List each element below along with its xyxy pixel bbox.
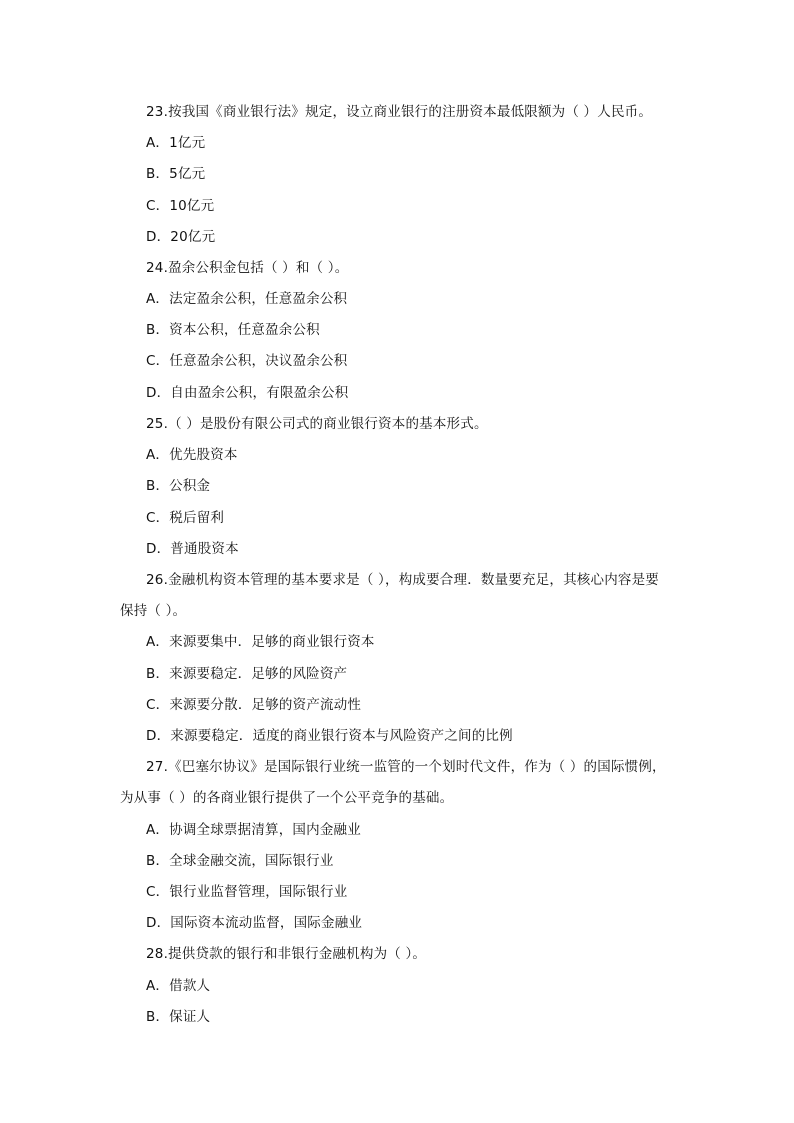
question-23: 23.按我国《商业银行法》规定，设立商业银行的注册资本最低限额为（ ）人民币。 bbox=[146, 104, 653, 120]
question-27-option-d: D．国际资本流动监督，国际金融业 bbox=[146, 915, 363, 931]
question-26: 26.金融机构资本管理的基本要求是（ ），构成要合理．数量要充足，其核心内容是要 bbox=[146, 572, 660, 588]
question-24-option-a: A．法定盈余公积，任意盈余公积 bbox=[146, 291, 348, 307]
question-26-option-d: D．来源要稳定．适度的商业银行资本与风险资产之间的比例 bbox=[146, 728, 513, 744]
question-24-option-b: B．资本公积，任意盈余公积 bbox=[146, 322, 320, 338]
question-25-option-d: D．普通股资本 bbox=[146, 541, 239, 557]
question-27-option-b: B．全球金融交流，国际银行业 bbox=[146, 853, 334, 869]
question-25-option-c: C．税后留利 bbox=[146, 510, 225, 526]
question-24-option-d: D．自由盈余公积，有限盈余公积 bbox=[146, 385, 349, 401]
question-25-option-b: B．公积金 bbox=[146, 478, 211, 494]
question-26-option-b: B．来源要稳定．足够的风险资产 bbox=[146, 666, 348, 682]
question-23-option-a: A．1亿元 bbox=[146, 135, 206, 151]
question-26-option-c: C．来源要分散．足够的资产流动性 bbox=[146, 697, 362, 713]
question-27: 27.《巴塞尔协议》是国际银行业统一监管的一个划时代文件，作为（ ）的国际惯例， bbox=[146, 759, 666, 775]
question-24: 24.盈余公积金包括（ ）和（ ）。 bbox=[146, 260, 349, 276]
question-25: 25.（ ）是股份有限公司式的商业银行资本的基本形式。 bbox=[146, 416, 488, 432]
question-27-continuation: 为从事（ ）的各商业银行提供了一个公平竞争的基础。 bbox=[120, 790, 454, 806]
question-28: 28.提供贷款的银行和非银行金融机构为（ ）。 bbox=[146, 946, 427, 962]
question-27-option-c: C．银行业监督管理，国际银行业 bbox=[146, 884, 348, 900]
question-28-option-b: B．保证人 bbox=[146, 1009, 211, 1025]
question-26-continuation: 保持（ ）。 bbox=[120, 603, 187, 619]
question-24-option-c: C．任意盈余公积，决议盈余公积 bbox=[146, 353, 348, 369]
question-26-option-a: A．来源要集中．足够的商业银行资本 bbox=[146, 634, 375, 650]
question-28-option-a: A．借款人 bbox=[146, 978, 211, 994]
question-23-option-c: C．10亿元 bbox=[146, 198, 215, 214]
question-23-option-b: B．5亿元 bbox=[146, 166, 206, 182]
question-25-option-a: A．优先股资本 bbox=[146, 447, 238, 463]
question-27-option-a: A．协调全球票据清算，国内金融业 bbox=[146, 822, 361, 838]
question-23-option-d: D．20亿元 bbox=[146, 229, 216, 245]
